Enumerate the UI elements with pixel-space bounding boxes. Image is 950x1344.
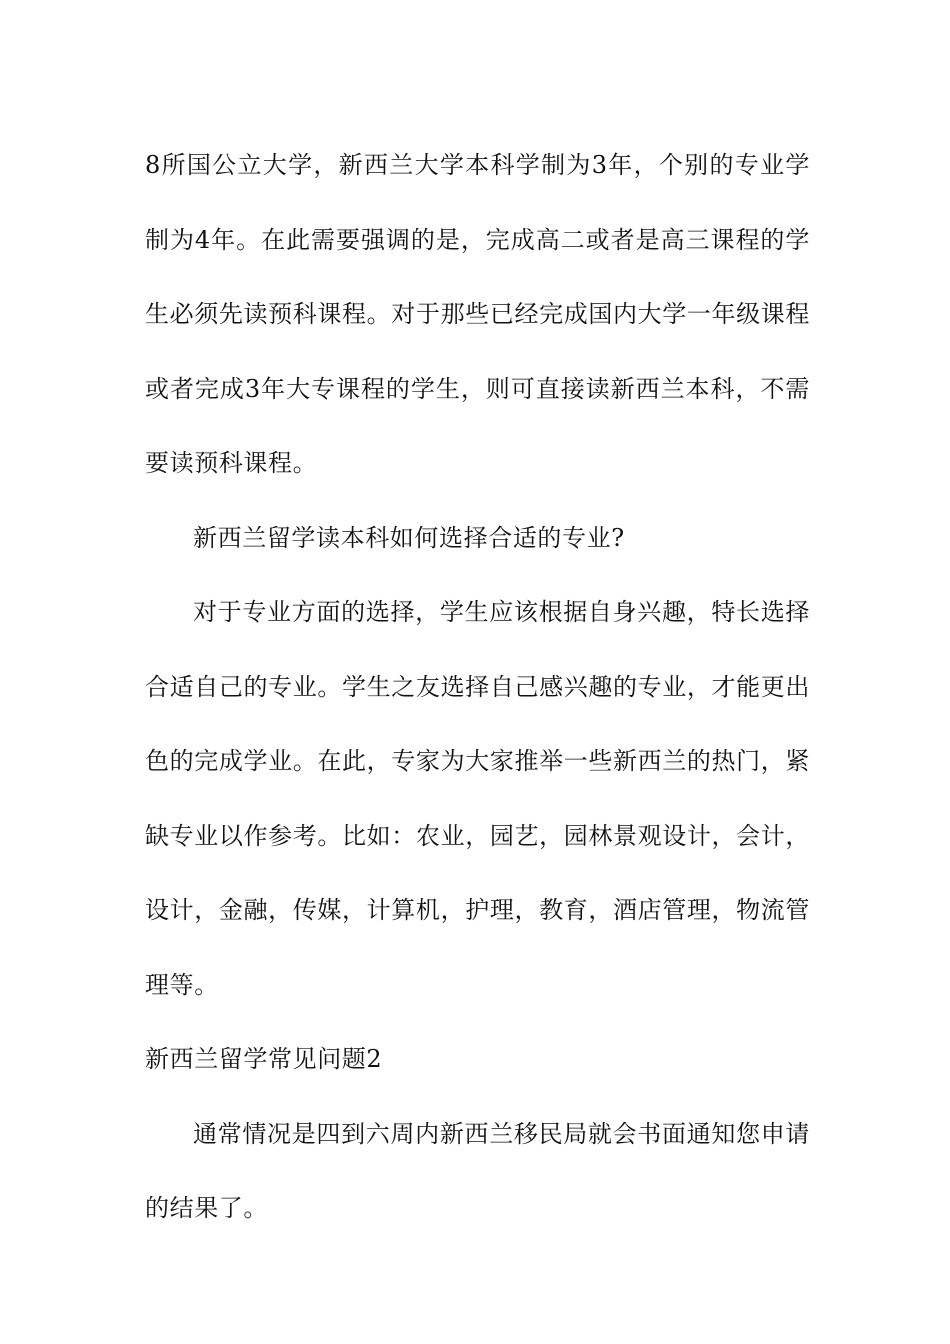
- paragraph-program-duration: 8所国公立大学，新西兰大学本科学制为3年，个别的专业学制为4年。在此需要强调的是，完成高二或者是高三课程的学生必须先读预科课程。对于那些已经完成国内大学一年级课程或者完成3年大专课程的学生，则可直接读新西兰本科，不需要读预科课程。: [145, 151, 810, 477]
- paragraph-visa-timeline: 通常情况是四到六周内新西兰移民局就会书面通知您申请的结果了。: [145, 1119, 810, 1222]
- document-body: [145, 128, 810, 1246]
- section-heading-faq-2: 新西兰留学常见问题2: [145, 1045, 383, 1073]
- paragraph-major-advice: 对于专业方面的选择，学生应该根据自身兴趣，特长选择合适自己的专业。学生之友选择自己感兴趣的专业，才能更出色的完成学业。在此，专家为大家推举一些新西兰的热门，紧缺专业以作参考。比如：农业，园艺，园林景观设计，会计，设计，金融，传媒，计算机，护理，教育，酒店管理，物流管理等。: [145, 598, 810, 999]
- paragraph-major-question: 新西兰留学读本科如何选择合适的专业?: [193, 523, 625, 552]
